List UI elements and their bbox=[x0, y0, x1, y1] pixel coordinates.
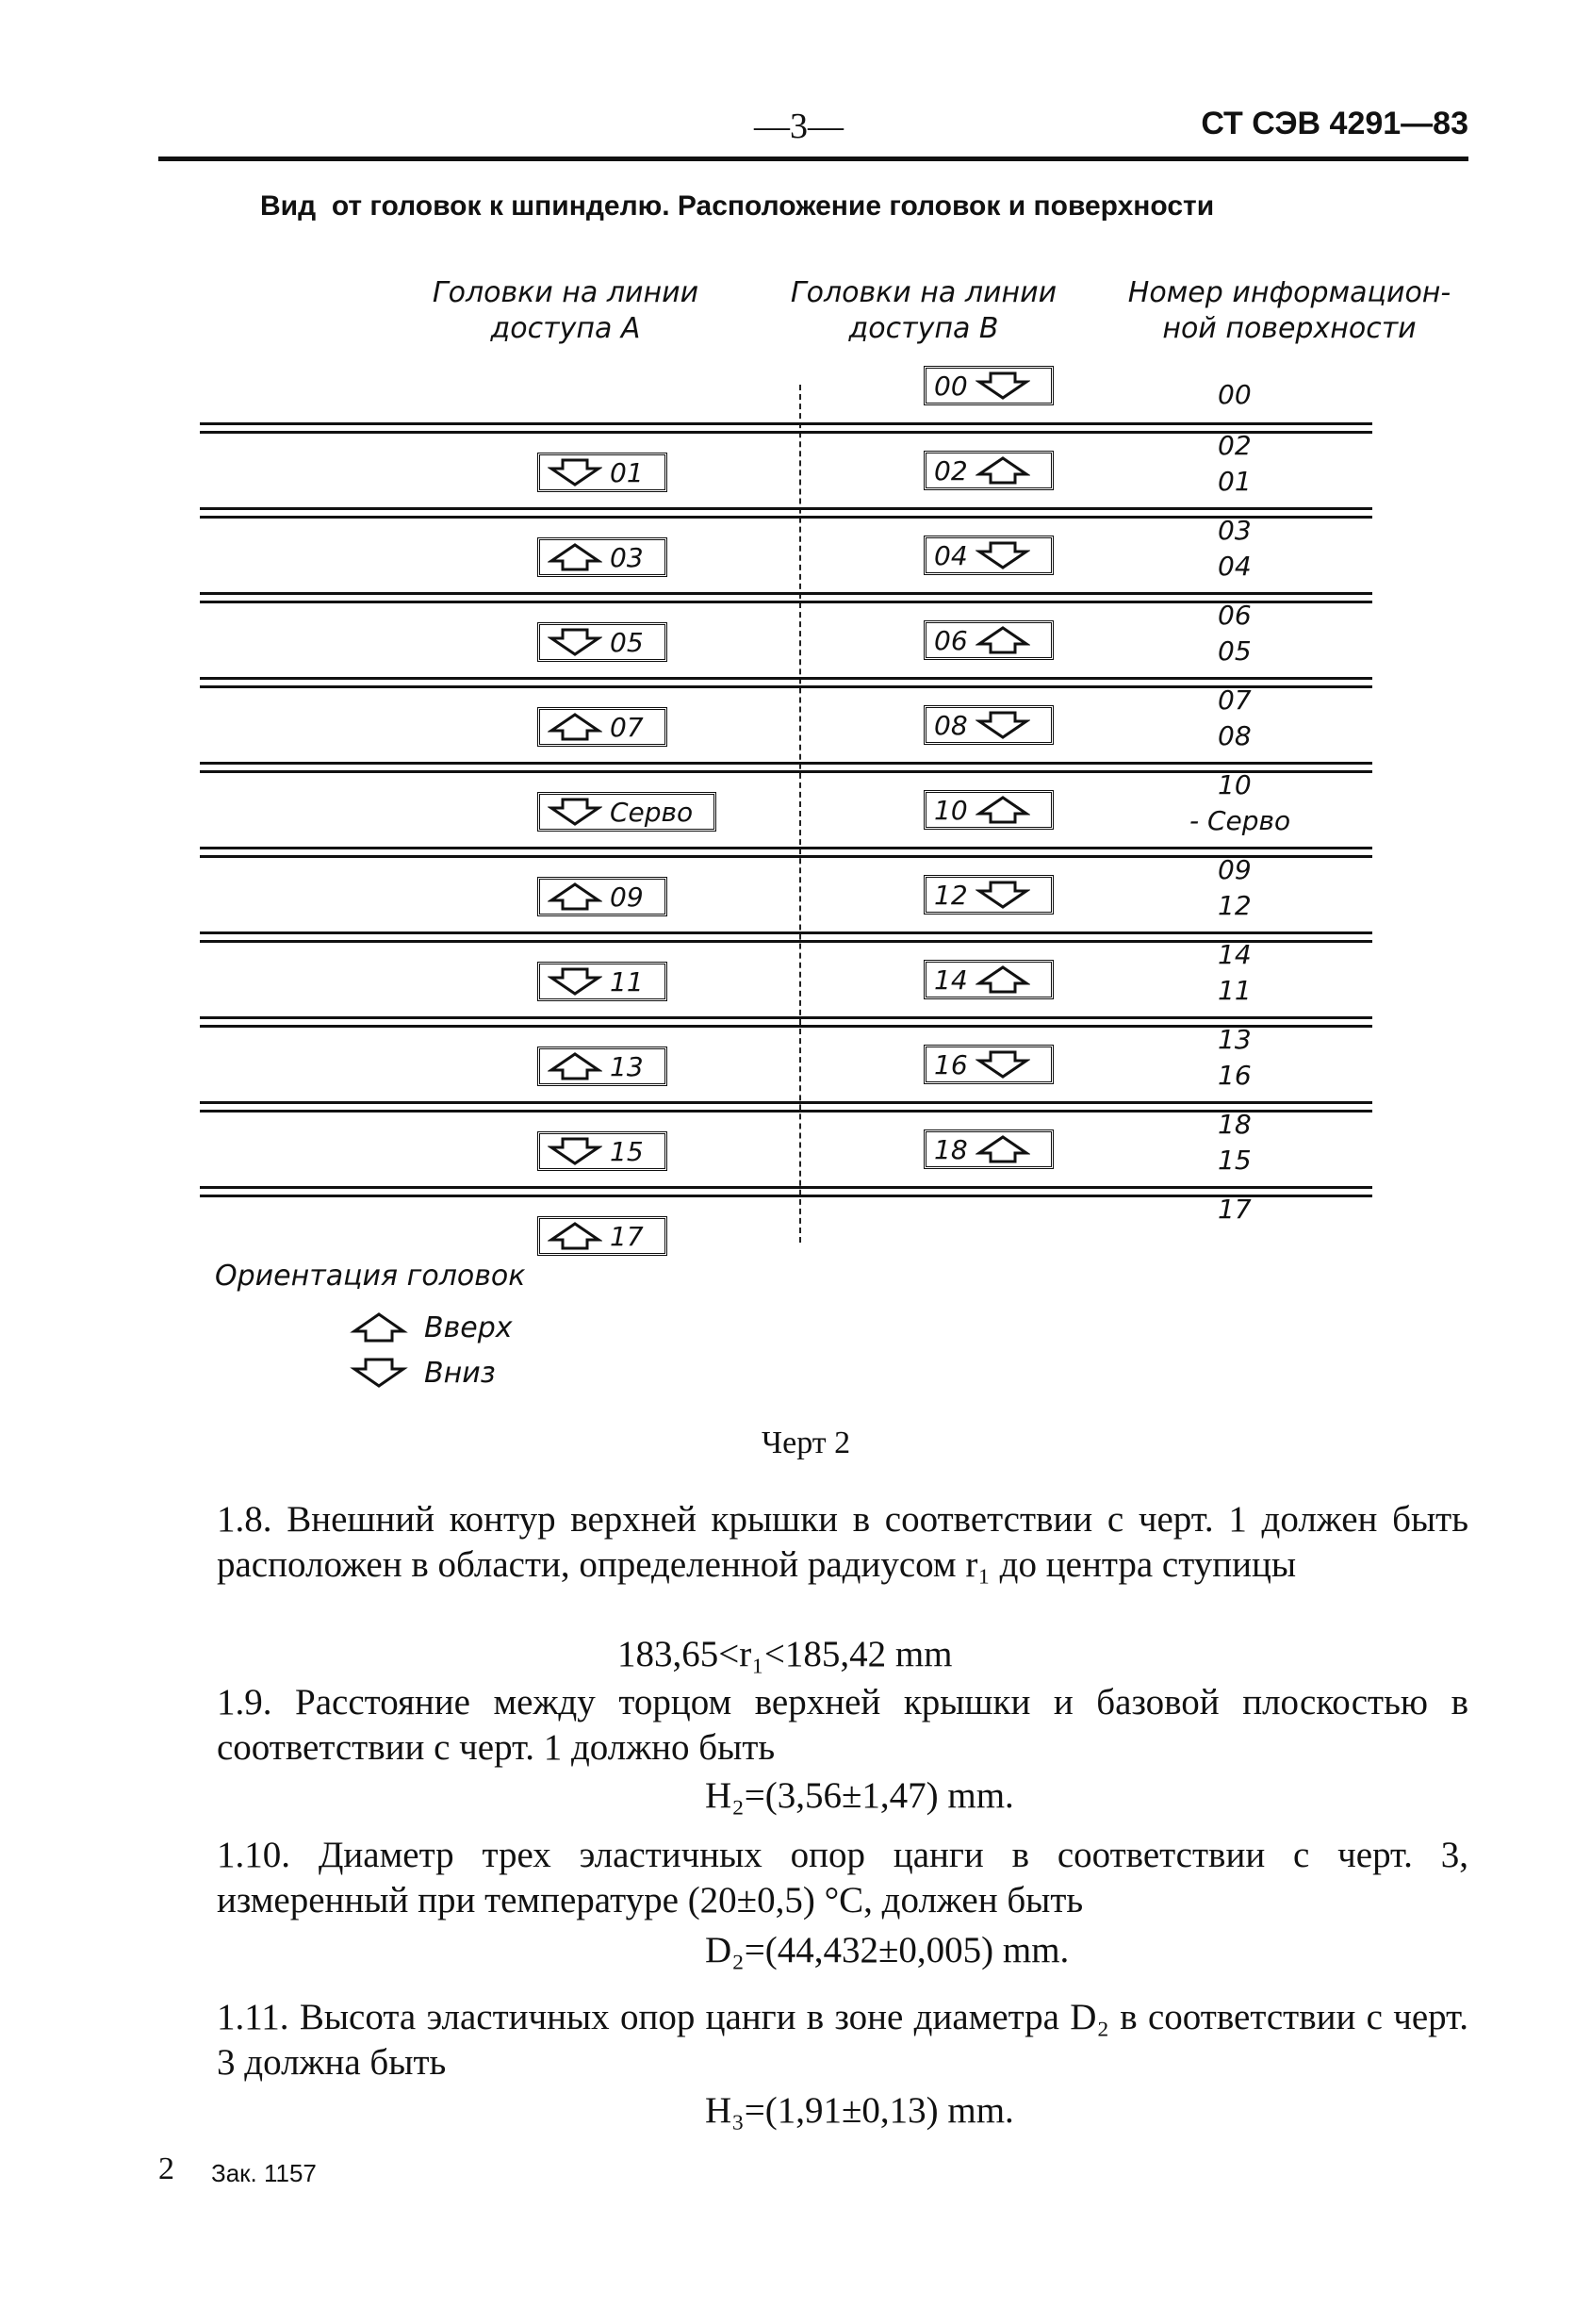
column-n-line-1: Номер информацион- bbox=[1127, 276, 1451, 309]
head-label: 08 bbox=[934, 709, 968, 741]
surface-number-label: 18 bbox=[1218, 1109, 1252, 1140]
paragraph-1-9 bbox=[158, 1680, 1468, 1771]
head-a-1 bbox=[537, 537, 667, 577]
paragraph-1-11 bbox=[158, 1995, 1468, 2085]
head-label: 06 bbox=[934, 624, 968, 656]
disk-surface-line bbox=[200, 422, 1372, 434]
head-label: 07 bbox=[610, 711, 644, 743]
head-a-3 bbox=[537, 707, 667, 747]
arrow-down-icon bbox=[976, 1049, 1030, 1080]
head-label: 09 bbox=[610, 881, 644, 913]
surface-number-label: 00 bbox=[1218, 379, 1252, 410]
head-b-9 bbox=[924, 1129, 1054, 1169]
head-a-7 bbox=[537, 1047, 667, 1086]
head-label: 15 bbox=[610, 1135, 644, 1167]
surface-number-label: 13 bbox=[1218, 1024, 1252, 1055]
disk-surface-line bbox=[200, 1186, 1372, 1197]
paragraph-1-11-text: 1.11. Высота эластичных опор цанги в зоне диаметра D₂ в соответствии с черт. 3 должна быть bbox=[217, 1997, 1468, 2083]
surface-number-label: 05 bbox=[1218, 635, 1252, 667]
surface-number-label: 12 bbox=[1218, 890, 1252, 921]
arrow-down-icon bbox=[976, 710, 1030, 740]
arrow-down-icon bbox=[349, 1356, 409, 1390]
paragraph-1-10-text: 1.10. Диаметр трех эластичных опор цанги в соответствии с черт. 3, измеренный при температуре (20±0,5) °С, должен быть bbox=[217, 1835, 1468, 1920]
head-a-2 bbox=[537, 622, 667, 662]
head-label: 17 bbox=[610, 1220, 644, 1252]
arrow-down-icon bbox=[548, 797, 602, 827]
footer-page-number: 2 bbox=[158, 2151, 174, 2186]
head-b-5 bbox=[924, 790, 1054, 830]
formula-d2: D₂=(44,432±0,005) mm. bbox=[705, 1930, 1070, 1970]
head-label: 16 bbox=[934, 1048, 968, 1080]
head-b-3 bbox=[924, 620, 1054, 660]
column-b-line-1: Головки на линии bbox=[790, 276, 1058, 309]
head-a-4 bbox=[537, 792, 716, 832]
surface-number-label: 17 bbox=[1218, 1194, 1252, 1225]
arrow-up-icon bbox=[976, 1134, 1030, 1164]
arrow-up-icon bbox=[548, 1051, 602, 1081]
head-a-9 bbox=[537, 1216, 667, 1256]
surface-number-label: 02 bbox=[1218, 430, 1252, 461]
head-b-1 bbox=[924, 451, 1054, 490]
head-a-5 bbox=[537, 877, 667, 916]
surface-number-label: 01 bbox=[1218, 466, 1252, 497]
formula-r1: 183,65<r₁<185,42 mm bbox=[617, 1634, 953, 1674]
disk-surface-line bbox=[200, 931, 1372, 943]
disk-surface-line bbox=[200, 1101, 1372, 1113]
surface-number-label: 14 bbox=[1218, 939, 1252, 970]
column-n-line-2: ной поверхности bbox=[1162, 312, 1417, 345]
figure-caption: Черт 2 bbox=[762, 1426, 851, 1460]
arrow-down-icon bbox=[548, 627, 602, 657]
head-label: 13 bbox=[610, 1050, 644, 1082]
head-label: 03 bbox=[610, 541, 644, 573]
formula-h3: H₃=(1,91±0,13) mm. bbox=[705, 2090, 1014, 2131]
disk-surface-line bbox=[200, 1016, 1372, 1028]
arrow-down-icon bbox=[976, 880, 1030, 910]
legend-up-label: Вверх bbox=[424, 1310, 513, 1344]
arrow-down-icon bbox=[548, 457, 602, 487]
head-b-7 bbox=[924, 960, 1054, 999]
legend-down-label: Вниз bbox=[424, 1356, 496, 1390]
head-label: 05 bbox=[610, 626, 644, 658]
arrow-down-icon bbox=[976, 540, 1030, 570]
paragraph-1-9-text: 1.9. Расстояние между торцом верхней крышки и базовой плоскостью в соответствии с черт. 1 должно быть bbox=[217, 1682, 1468, 1768]
column-a-line-1: Головки на линии bbox=[432, 276, 699, 309]
arrow-up-icon bbox=[976, 795, 1030, 825]
head-label: 14 bbox=[934, 964, 968, 996]
column-b-line-2: доступа В bbox=[848, 312, 999, 345]
disk-surface-line bbox=[200, 762, 1372, 773]
head-label: 00 bbox=[934, 370, 968, 402]
arrow-up-icon bbox=[976, 455, 1030, 486]
head-b-4 bbox=[924, 705, 1054, 745]
arrow-up-icon bbox=[548, 1221, 602, 1251]
paragraph-1-10 bbox=[158, 1833, 1468, 1923]
arrow-down-icon bbox=[976, 371, 1030, 401]
surface-number-label: 09 bbox=[1218, 854, 1252, 885]
surface-number-label: 10 bbox=[1218, 769, 1252, 800]
paragraph-1-8 bbox=[158, 1497, 1468, 1588]
surface-number-label: 07 bbox=[1218, 684, 1252, 716]
footer-order-number: Зак. 1157 bbox=[211, 2159, 317, 2187]
head-label: 01 bbox=[610, 456, 644, 488]
head-label: 10 bbox=[934, 794, 968, 826]
arrow-up-icon bbox=[976, 964, 1030, 995]
legend-down bbox=[349, 1356, 496, 1390]
legend-up bbox=[349, 1310, 513, 1344]
surface-number-label: 11 bbox=[1218, 975, 1252, 1006]
disk-surface-line bbox=[200, 847, 1372, 858]
figure-title: Вид от головок к шпинделю. Расположение головок и поверхности bbox=[260, 190, 1215, 222]
paragraph-1-8-text: 1.8. Внешний контур верхней крышки в соответствии с черт. 1 должен быть расположен в области, определенной радиусом r₁ до центра ступицы bbox=[217, 1499, 1468, 1585]
arrow-up-icon bbox=[548, 882, 602, 912]
page-number: —3— bbox=[754, 107, 844, 146]
arrow-down-icon bbox=[548, 1136, 602, 1166]
orientation-title: Ориентация головок bbox=[215, 1260, 526, 1293]
head-b-8 bbox=[924, 1045, 1054, 1084]
head-label: 11 bbox=[610, 965, 644, 997]
disk-surface-line bbox=[200, 592, 1372, 603]
head-label: 12 bbox=[934, 879, 968, 911]
arrow-up-icon bbox=[976, 625, 1030, 655]
head-label: 04 bbox=[934, 539, 968, 571]
surface-number-label: 03 bbox=[1218, 515, 1252, 546]
head-a-8 bbox=[537, 1131, 667, 1171]
surface-number-label: - Серво bbox=[1189, 805, 1291, 836]
formula-h2: H₂=(3,56±1,47) mm. bbox=[705, 1775, 1014, 1816]
head-b-6 bbox=[924, 875, 1054, 915]
head-label: 18 bbox=[934, 1133, 968, 1165]
column-a-line-2: доступа А bbox=[490, 312, 641, 345]
head-b-2 bbox=[924, 536, 1054, 575]
surface-number-label: 15 bbox=[1218, 1145, 1252, 1176]
head-a-6 bbox=[537, 962, 667, 1001]
standard-designation: СТ СЭВ 4291—83 bbox=[1201, 106, 1468, 141]
arrow-up-icon bbox=[349, 1310, 409, 1344]
head-label: Серво bbox=[610, 796, 694, 828]
surface-number-label: 06 bbox=[1218, 600, 1252, 631]
surface-number-label: 16 bbox=[1218, 1060, 1252, 1091]
disk-surface-line bbox=[200, 677, 1372, 688]
surface-number-label: 08 bbox=[1218, 720, 1252, 751]
surface-number-label: 04 bbox=[1218, 551, 1252, 582]
head-a-0 bbox=[537, 453, 667, 492]
head-label: 02 bbox=[934, 454, 968, 486]
arrow-down-icon bbox=[548, 966, 602, 997]
head-b-0 bbox=[924, 366, 1054, 405]
arrow-up-icon bbox=[548, 542, 602, 572]
arrow-up-icon bbox=[548, 712, 602, 742]
disk-surface-line bbox=[200, 507, 1372, 519]
